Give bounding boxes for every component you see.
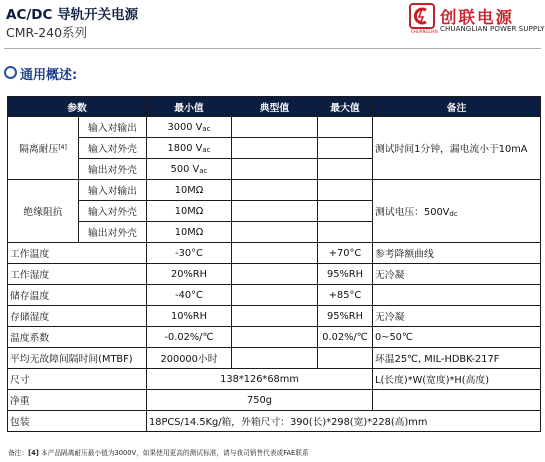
- isolation-sub-1: 输入对输出: [79, 117, 147, 138]
- min-cell: -40°C: [147, 285, 232, 306]
- table-row: [8, 264, 541, 285]
- note-cell: [373, 285, 541, 306]
- section-heading-text: 通用概述:: [20, 68, 78, 83]
- insulation-max-1: [318, 180, 373, 201]
- isolation-min-2: 1800 $V_{ac}$: [147, 138, 232, 159]
- table-row: [8, 285, 541, 306]
- size-param: 尺寸: [8, 369, 147, 390]
- min-cell: 10%RH: [147, 306, 232, 327]
- header-note: 备注: [373, 97, 541, 117]
- header-param: 参数: [8, 97, 147, 117]
- header-divider: [4, 48, 541, 49]
- table-row: [8, 243, 541, 264]
- typ-cell: [232, 243, 318, 264]
- insulation-typ-3: [232, 222, 318, 243]
- isolation-ref: [4]: [58, 144, 67, 151]
- isolation-max-1: [318, 117, 373, 138]
- size-note: L(长度)*W(宽度)*H(高度): [373, 369, 541, 390]
- isolation-label-cell: [8, 117, 79, 180]
- general-spec-table: [7, 96, 541, 432]
- isolation-sub-3: 输出对外壳: [79, 159, 147, 180]
- max-cell: +70°C: [318, 243, 373, 264]
- isolation-typ-3: [232, 159, 318, 180]
- header-min: 最小值: [147, 97, 232, 117]
- param-cell: 平均无故障间隔时间(MTBF): [8, 348, 147, 369]
- table-row: [8, 180, 541, 201]
- table-row: [8, 369, 541, 390]
- max-cell: +85°C: [318, 285, 373, 306]
- brand-logo-icon: [409, 3, 435, 29]
- brand-name-en: CHUANGLIAN POWER SUPPLY: [440, 25, 545, 33]
- isolation-typ-1: [232, 117, 318, 138]
- footnote-prefix: 备注：: [8, 449, 29, 457]
- isolation-min-3: 500 $V_{ac}$: [147, 159, 232, 180]
- param-cell: 工作湿度: [8, 264, 147, 285]
- param-cell: 温度系数: [8, 327, 147, 348]
- min-cell: 200000小时: [147, 348, 232, 369]
- insulation-sub-2: 输入对外壳: [79, 201, 147, 222]
- header-max: 最大值: [318, 97, 373, 117]
- typ-cell: [232, 327, 318, 348]
- header-typ: 典型值: [232, 97, 318, 117]
- param-cell: 储存温度: [8, 285, 147, 306]
- min-cell: -30°C: [147, 243, 232, 264]
- param-cell: 工作温度: [8, 243, 147, 264]
- section-heading: [4, 64, 77, 83]
- footnote-ref: [4]: [28, 449, 39, 457]
- note-cell: 0~50℃: [373, 327, 541, 348]
- isolation-max-2: [318, 138, 373, 159]
- insulation-sub-3: 输出对外壳: [79, 222, 147, 243]
- table-row: [8, 327, 541, 348]
- min-cell: -0.02%/℃: [147, 327, 232, 348]
- page-header: [0, 0, 545, 48]
- min-cell: 20%RH: [147, 264, 232, 285]
- table-header-row: [8, 97, 541, 117]
- typ-cell: [232, 264, 318, 285]
- weight-param: 净重: [8, 390, 147, 411]
- insulation-min-3: 10MΩ: [147, 222, 232, 243]
- typ-cell: [232, 285, 318, 306]
- typ-cell: [232, 306, 318, 327]
- isolation-max-3: [318, 159, 373, 180]
- table-row: [8, 306, 541, 327]
- size-value: 138*126*68mm: [147, 369, 373, 390]
- insulation-typ-2: [232, 201, 318, 222]
- weight-note: [373, 390, 541, 411]
- table-row: [8, 390, 541, 411]
- table-row: [8, 348, 541, 369]
- packaging-param: 包装: [8, 411, 147, 432]
- brand-name-cn: 创联电源: [440, 8, 514, 27]
- insulation-max-2: [318, 201, 373, 222]
- note-cell: 无冷凝: [373, 264, 541, 285]
- isolation-typ-2: [232, 138, 318, 159]
- note-cell: 参考降额曲线: [373, 243, 541, 264]
- footnote: [8, 447, 309, 457]
- max-cell: 95%RH: [318, 264, 373, 285]
- insulation-typ-1: [232, 180, 318, 201]
- isolation-label: 隔离耐压: [19, 144, 59, 155]
- isolation-note: 测试时间1分钟，漏电流小于10mA: [373, 117, 541, 180]
- max-cell: [318, 348, 373, 369]
- typ-cell: [232, 348, 318, 369]
- brand-logo: [409, 3, 545, 37]
- note-cell: 无冷凝: [373, 306, 541, 327]
- insulation-max-3: [318, 222, 373, 243]
- table-row: [8, 117, 541, 138]
- max-cell: 0.02%/℃: [318, 327, 373, 348]
- insulation-min-2: 10MΩ: [147, 201, 232, 222]
- weight-value: 750g: [147, 390, 373, 411]
- note-cell: 环温25℃, MIL-HDBK-217F: [373, 348, 541, 369]
- circle-bullet-icon: [4, 66, 17, 79]
- insulation-min-1: 10MΩ: [147, 180, 232, 201]
- isolation-sub-2: 输入对外壳: [79, 138, 147, 159]
- insulation-note: 测试电压：$500V_{dc}$: [373, 180, 541, 243]
- param-cell: 存储湿度: [8, 306, 147, 327]
- insulation-sub-1: 输入对输出: [79, 180, 147, 201]
- product-title: AC/DC 导轨开关电源: [6, 7, 139, 23]
- table-row: [8, 411, 541, 432]
- brand-logo-tag: CHUANGLIAN: [411, 29, 438, 34]
- packaging-value: 18PCS/14.5Kg/箱，外箱尺寸：390(长)*298(宽)*228(高)mm: [147, 411, 541, 432]
- insulation-label: 绝缘阻抗: [8, 180, 79, 243]
- isolation-min-1: 3000 $V_{ac}$: [147, 117, 232, 138]
- max-cell: 95%RH: [318, 306, 373, 327]
- product-series: CMR-240系列: [6, 25, 88, 40]
- footnote-text: 本产品隔离耐压最小值为3000V，如果使用更高的测试标准，请与我司销售代表或FAE联系: [38, 449, 309, 457]
